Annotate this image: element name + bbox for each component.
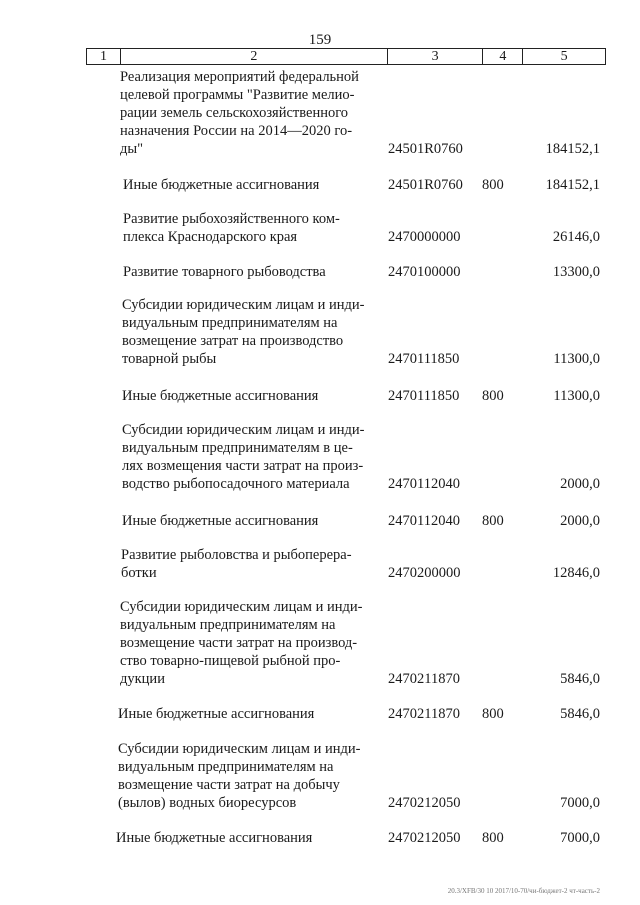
table-row bbox=[0, 176, 640, 194]
header-col-1: 1 bbox=[87, 49, 121, 64]
row-amount: 5846,0 bbox=[560, 671, 600, 687]
header-col-3: 3 bbox=[388, 49, 484, 64]
table-row bbox=[0, 421, 640, 493]
row-name: Иные бюджетные ассигнования bbox=[123, 177, 320, 193]
row-amount: 5846,0 bbox=[560, 706, 600, 722]
row-amount: 11300,0 bbox=[553, 351, 600, 367]
row-name: Иные бюджетные ассигнования bbox=[118, 706, 315, 722]
row-name: Развитие рыболовства и рыбоперера- ботки bbox=[121, 547, 352, 581]
table-row bbox=[0, 263, 640, 281]
row-code: 24501R0760 bbox=[388, 177, 463, 193]
row-code: 2470111850 bbox=[388, 351, 460, 367]
row-name: Реализация мероприятий федеральной целевой программы "Развитие мелио- рации земель сельскохозяйственного назначения России на 2014—2020 го- ды" bbox=[120, 69, 359, 157]
row-code: 2470111850 bbox=[388, 388, 460, 404]
footer-note: 20.3/XFB/30 10 2017/10-70/чи-бюджет-2 чт-часть-2 bbox=[447, 887, 600, 895]
row-amount: 7000,0 bbox=[560, 795, 600, 811]
row-amount: 26146,0 bbox=[552, 229, 600, 245]
table-row bbox=[0, 598, 640, 688]
row-code: 2470212050 bbox=[388, 830, 461, 846]
row-amount: 184152,1 bbox=[545, 177, 600, 193]
row-amount: 184152,1 bbox=[545, 141, 600, 157]
table-row bbox=[0, 68, 640, 158]
row-amount: 2000,0 bbox=[560, 513, 600, 529]
table-row bbox=[0, 740, 640, 812]
row-type: 800 bbox=[482, 706, 504, 722]
row-code: 2470211870 bbox=[388, 671, 460, 687]
table-header bbox=[86, 48, 606, 65]
row-amount: 12846,0 bbox=[552, 565, 600, 581]
table-row bbox=[0, 387, 640, 405]
row-name: Субсидии юридическим лицам и инди- видуальным предпринимателям на возмещение затрат на производство товарной рыбы bbox=[122, 297, 365, 367]
row-code: 2470211870 bbox=[388, 706, 460, 722]
row-code: 2470200000 bbox=[388, 565, 461, 581]
row-amount: 2000,0 bbox=[560, 476, 600, 492]
row-amount: 13300,0 bbox=[552, 264, 600, 280]
row-type: 800 bbox=[482, 177, 504, 193]
row-name: Субсидии юридическим лицам и инди- видуальным предпринимателям в це- лях возмещения части затрат на произ- водство рыбопосадочного материала bbox=[122, 422, 365, 492]
row-name: Развитие товарного рыбоводства bbox=[123, 264, 326, 280]
row-name: Иные бюджетные ассигнования bbox=[122, 388, 319, 404]
row-type: 800 bbox=[482, 513, 504, 529]
table-row bbox=[0, 546, 640, 582]
row-code: 2470212050 bbox=[388, 795, 461, 811]
table-row bbox=[0, 296, 640, 368]
row-code: 2470112040 bbox=[388, 476, 460, 492]
row-amount: 7000,0 bbox=[560, 830, 600, 846]
row-code: 2470100000 bbox=[388, 264, 461, 280]
table-row bbox=[0, 705, 640, 723]
table-row bbox=[0, 210, 640, 246]
header-col-5: 5 bbox=[560, 49, 568, 64]
table-row bbox=[0, 512, 640, 530]
row-code: 2470112040 bbox=[388, 513, 460, 529]
row-name: Субсидии юридическим лицам и инди- видуальным предпринимателям на возмещение части затрат на добычу (вылов) водных биоресурсов bbox=[118, 741, 361, 811]
row-amount: 11300,0 bbox=[553, 388, 600, 404]
header-col-4: 4 bbox=[483, 49, 523, 64]
header-col-2: 2 bbox=[121, 49, 388, 64]
row-name: Иные бюджетные ассигнования bbox=[116, 830, 313, 846]
row-name: Развитие рыбохозяйственного ком- плекса Краснодарского края bbox=[123, 211, 340, 245]
row-type: 800 bbox=[482, 388, 504, 404]
row-name: Иные бюджетные ассигнования bbox=[122, 513, 319, 529]
row-type: 800 bbox=[482, 830, 504, 846]
row-code: 24501R0760 bbox=[388, 141, 463, 157]
page-number: 159 bbox=[308, 32, 332, 48]
row-name: Субсидии юридическим лицам и инди- видуальным предпринимателям на возмещение части затрат на производ- ство товарно-пищевой рыбной про- дукции bbox=[120, 599, 363, 687]
row-code: 2470000000 bbox=[388, 229, 461, 245]
table-row bbox=[0, 829, 640, 847]
